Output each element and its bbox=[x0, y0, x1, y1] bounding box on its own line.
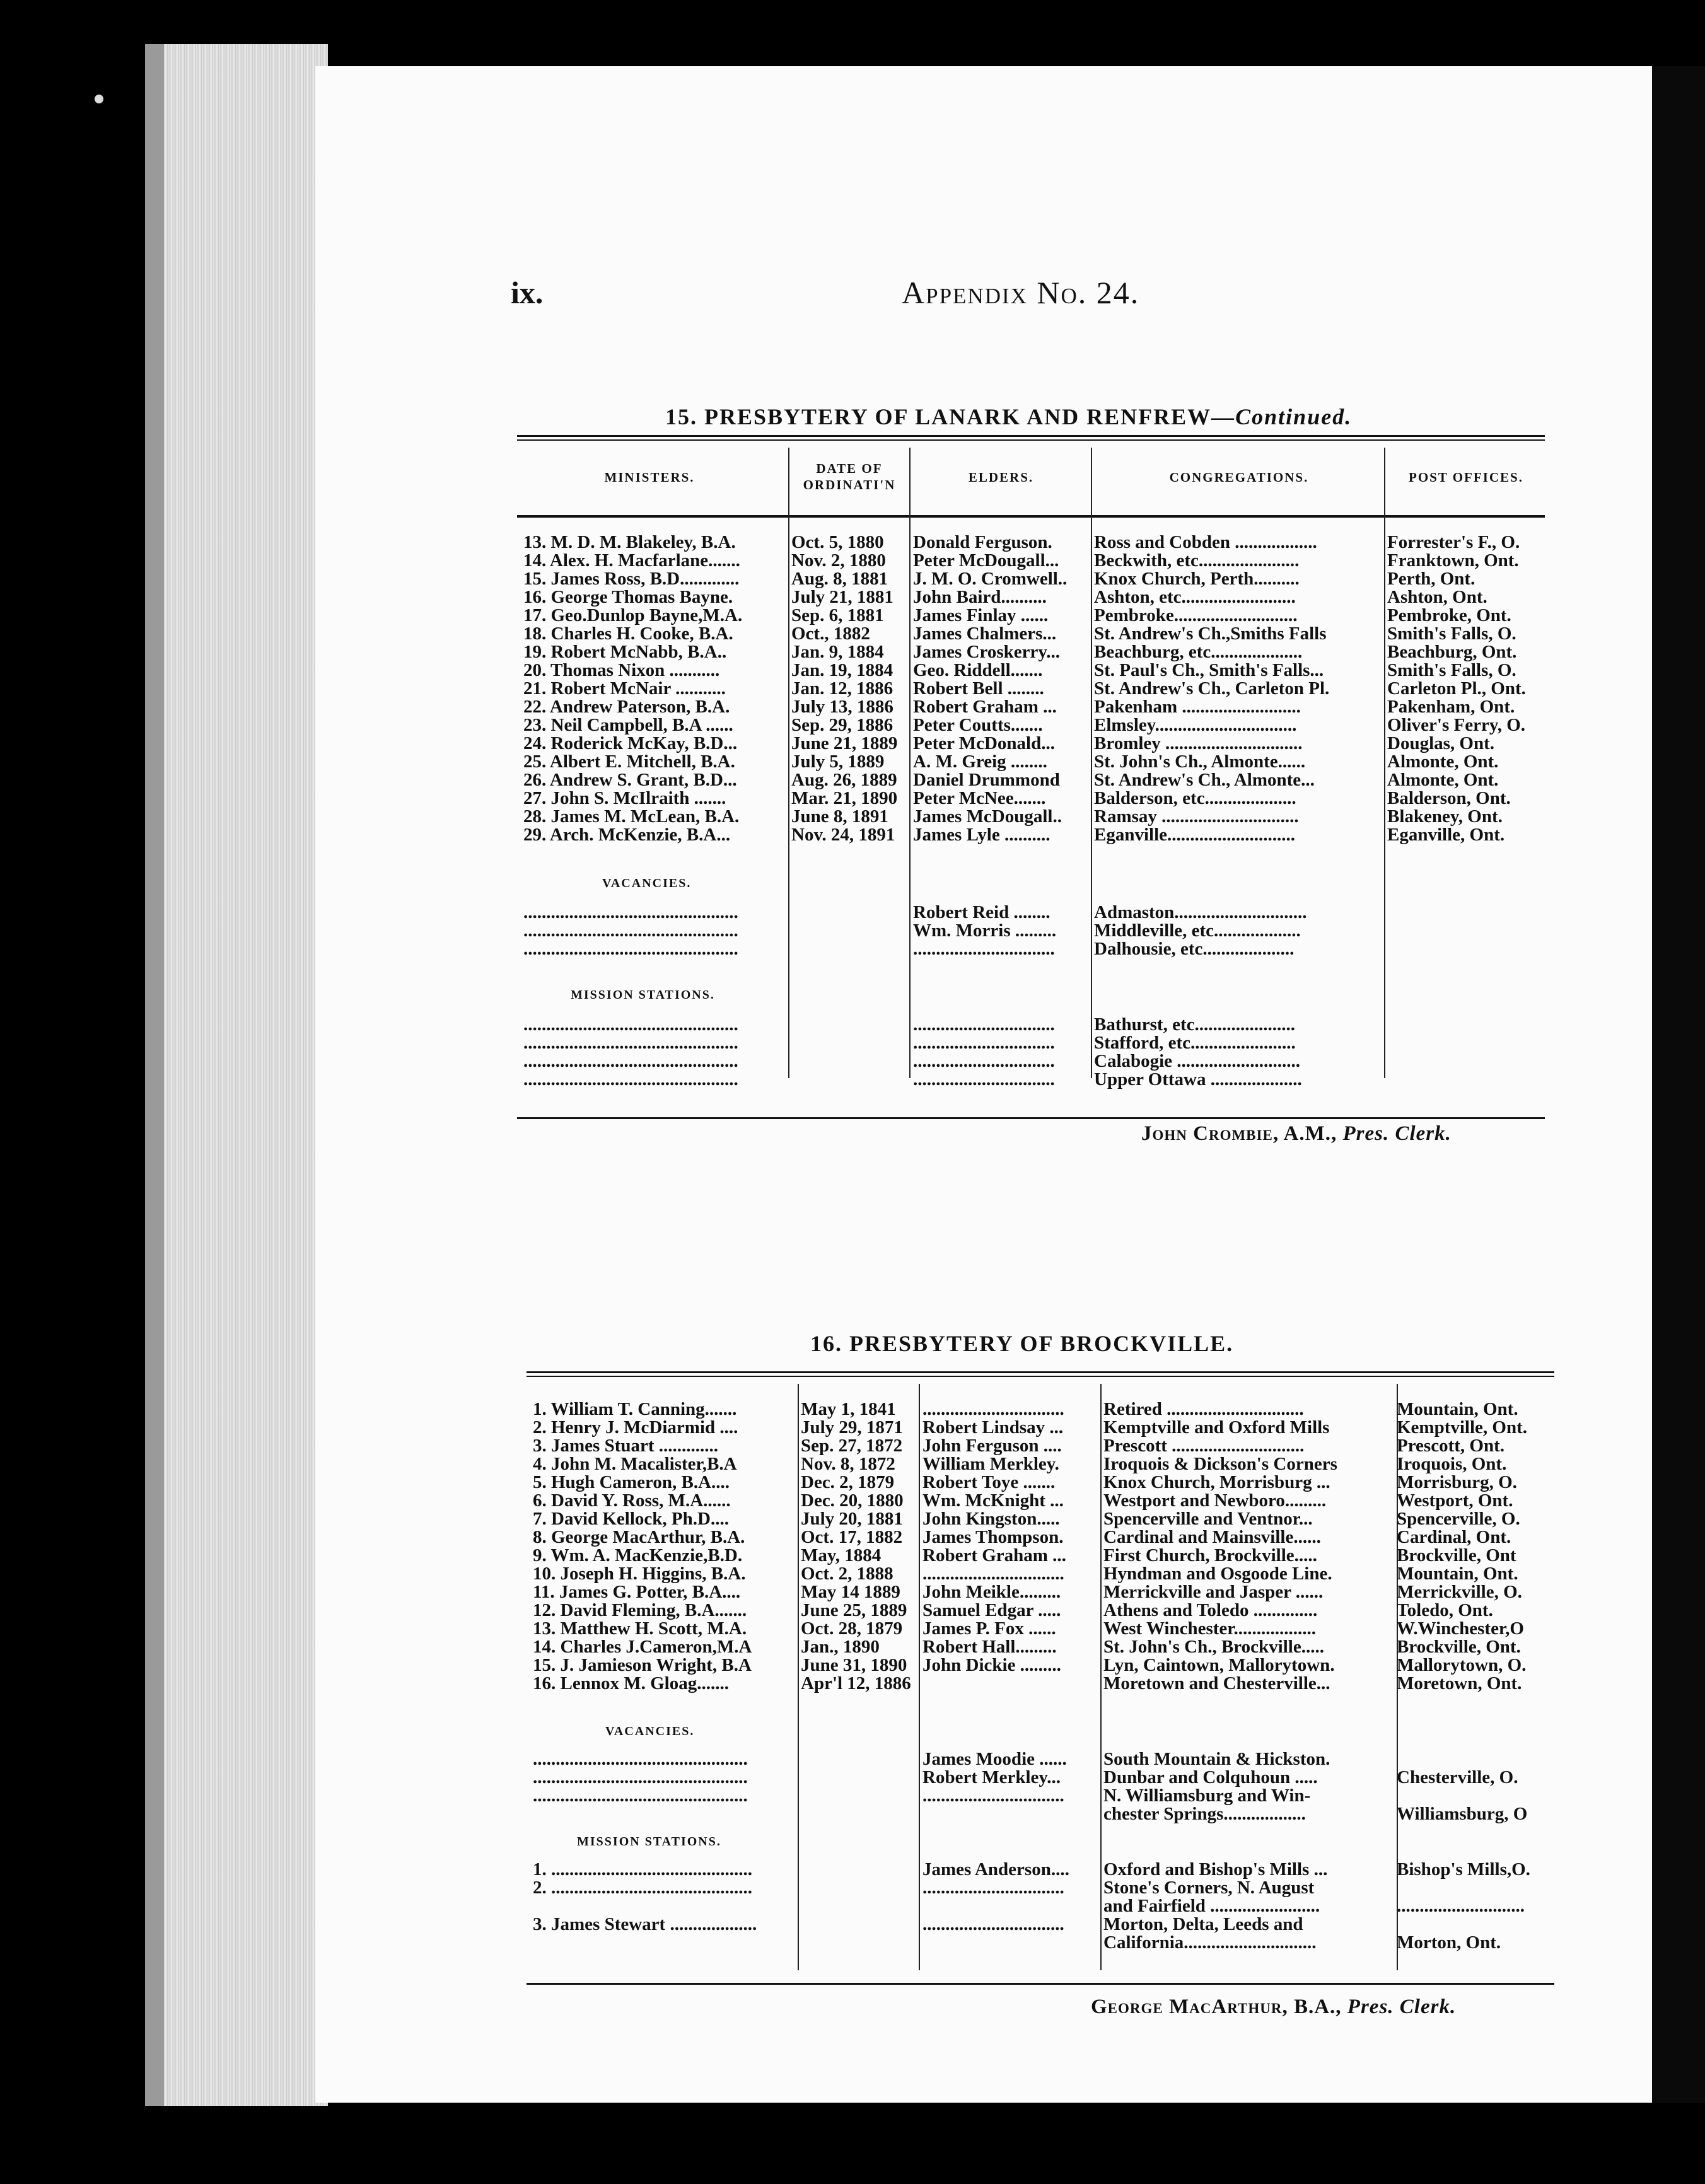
table-row bbox=[517, 734, 1545, 753]
post-office-cell: Pakenham, Ont. bbox=[1387, 697, 1515, 716]
ordination-date-cell: Sep. 27, 1872 bbox=[801, 1436, 903, 1455]
table-row bbox=[527, 1509, 1554, 1528]
table-row bbox=[517, 533, 1545, 552]
ordination-date-cell: July 13, 1886 bbox=[791, 697, 893, 716]
congregation-cell: Oxford and Bishop's Mills ... bbox=[1103, 1860, 1328, 1879]
congregation-cell: chester Springs.................. bbox=[1103, 1804, 1306, 1823]
congregation-cell: St. Andrew's Ch., Almonte... bbox=[1094, 770, 1315, 789]
congregation-cell: Middleville, etc................... bbox=[1094, 921, 1301, 940]
post-office-cell: Almonte, Ont. bbox=[1387, 752, 1499, 771]
minister-cell: 14. Alex. H. Macfarlane....... bbox=[523, 551, 740, 570]
ordination-date-cell: Oct., 1882 bbox=[791, 624, 870, 643]
elder-cell: Robert Graham ... bbox=[913, 697, 1057, 716]
congregation-cell: South Mountain & Hickston. bbox=[1103, 1750, 1330, 1769]
minister-cell: 15. J. Jamieson Wright, B.A bbox=[533, 1656, 752, 1675]
section-2-table bbox=[527, 1371, 1554, 1999]
minister-cell: 21. Robert McNair ........... bbox=[523, 679, 726, 698]
table-row bbox=[527, 1583, 1554, 1601]
right-margin-strip bbox=[1652, 66, 1705, 2103]
congregation-cell: Dalhousie, etc.................... bbox=[1094, 939, 1295, 958]
minister-cell: 7. David Kellock, Ph.D.... bbox=[533, 1509, 729, 1528]
elder-cell: Samuel Edgar ..... bbox=[922, 1601, 1061, 1620]
post-office-cell: Pembroke, Ont. bbox=[1387, 606, 1511, 625]
post-office-cell: Mallorytown, O. bbox=[1397, 1656, 1527, 1675]
congregation-cell: Dunbar and Colquhoun ..... bbox=[1103, 1768, 1318, 1787]
elder-cell: ............................... bbox=[913, 1070, 1055, 1089]
book-spine-shadow bbox=[145, 44, 164, 2106]
table-row bbox=[527, 1400, 1554, 1419]
table-row bbox=[527, 1637, 1554, 1656]
vacancy-row bbox=[517, 939, 1545, 958]
post-office-cell: Moretown, Ont. bbox=[1397, 1674, 1522, 1693]
congregation-cell: Iroquois & Dickson's Corners bbox=[1103, 1455, 1337, 1473]
congregation-cell: Eganville............................ bbox=[1094, 825, 1296, 844]
column-header-date: DATE OF ORDINATI'N bbox=[803, 461, 896, 492]
elder-cell: Daniel Drummond bbox=[913, 770, 1060, 789]
minister-cell: 14. Charles J.Cameron,M.A bbox=[533, 1637, 752, 1656]
column-header-congregations: CONGREGATIONS. bbox=[1169, 470, 1309, 485]
minister-cell: 17. Geo.Dunlop Bayne,M.A. bbox=[523, 606, 743, 625]
ordination-date-cell: Aug. 8, 1881 bbox=[791, 569, 888, 588]
congregation-cell: Balderson, etc.................... bbox=[1094, 789, 1296, 808]
congregation-cell: St. Paul's Ch., Smith's Falls... bbox=[1094, 661, 1324, 680]
table-top-rule bbox=[517, 435, 1545, 437]
elder-cell: Wm. Morris ......... bbox=[913, 921, 1057, 940]
section-1-clerk-signature bbox=[1141, 1122, 1452, 1146]
table-row bbox=[527, 1674, 1554, 1693]
elder-cell: James Moodie ...... bbox=[922, 1750, 1067, 1769]
table-top-rule-2 bbox=[527, 1376, 1554, 1377]
congregation-cell: Stone's Corners, N. August bbox=[1103, 1878, 1315, 1897]
post-office-cell: Beachburg, Ont. bbox=[1387, 642, 1517, 661]
congregation-cell: Kemptville and Oxford Mills bbox=[1103, 1418, 1330, 1437]
page-number: ix. bbox=[511, 275, 544, 310]
minister-cell: 26. Andrew S. Grant, B.D... bbox=[523, 770, 737, 789]
elder-cell: Robert Lindsay ... bbox=[922, 1418, 1064, 1437]
table-row bbox=[517, 606, 1545, 625]
minister-cell: 28. James M. McLean, B.A. bbox=[523, 807, 740, 826]
post-office-cell: Merrickville, O. bbox=[1397, 1583, 1522, 1601]
elder-cell: ............................... bbox=[922, 1915, 1064, 1934]
section-2-clerk-title: Pres. Clerk. bbox=[1347, 1995, 1457, 2018]
table-row bbox=[517, 807, 1545, 826]
post-office-cell: Almonte, Ont. bbox=[1387, 770, 1499, 789]
section-1-table bbox=[517, 435, 1545, 1125]
minister-cell: 5. Hugh Cameron, B.A.... bbox=[533, 1473, 730, 1492]
minister-cell: 10. Joseph H. Higgins, B.A. bbox=[533, 1564, 746, 1583]
elder-cell: ............................... bbox=[913, 1052, 1055, 1071]
elder-cell: Robert Toye ....... bbox=[922, 1473, 1056, 1492]
elder-cell: Peter McDougall... bbox=[913, 551, 1059, 570]
minister-cell: 6. David Y. Ross, M.A...... bbox=[533, 1491, 731, 1510]
vacancy-row bbox=[527, 1804, 1554, 1823]
congregation-cell: Prescott ............................. bbox=[1103, 1436, 1305, 1455]
post-office-cell: Kemptville, Ont. bbox=[1397, 1418, 1528, 1437]
ordination-date-cell: Mar. 21, 1890 bbox=[791, 789, 898, 808]
table-row bbox=[517, 716, 1545, 735]
post-office-cell: Smith's Falls, O. bbox=[1387, 624, 1516, 643]
congregation-cell: St. John's Ch., Almonte...... bbox=[1094, 752, 1306, 771]
table-row bbox=[527, 1436, 1554, 1455]
post-office-cell: Eganville, Ont. bbox=[1387, 825, 1505, 844]
elder-cell: J. M. O. Cromwell.. bbox=[913, 569, 1068, 588]
elder-cell: William Merkley. bbox=[922, 1455, 1059, 1473]
congregation-cell: California............................. bbox=[1103, 1933, 1317, 1952]
ordination-date-cell: Oct. 17, 1882 bbox=[801, 1528, 903, 1547]
elder-cell: Peter McDonald... bbox=[913, 734, 1055, 753]
congregation-cell: Knox Church, Perth.......... bbox=[1094, 569, 1300, 588]
post-office-cell: Perth, Ont. bbox=[1387, 569, 1475, 588]
post-office-cell: Bishop's Mills,O. bbox=[1397, 1860, 1530, 1879]
section-1-title-text: 15. PRESBYTERY OF LANARK AND RENFREW bbox=[665, 404, 1212, 429]
vacancy-row bbox=[517, 903, 1545, 922]
congregation-cell: N. Williamsburg and Win- bbox=[1103, 1786, 1311, 1805]
appendix-title: Appendix No. 24. bbox=[902, 275, 1140, 310]
ordination-date-cell: Aug. 26, 1889 bbox=[791, 770, 897, 789]
ordination-date-cell: Dec. 20, 1880 bbox=[801, 1491, 904, 1510]
minister-cell: 24. Roderick McKay, B.D... bbox=[523, 734, 738, 753]
ordination-date-cell: Oct. 28, 1879 bbox=[801, 1619, 903, 1638]
table-row bbox=[517, 588, 1545, 607]
minister-cell: ............................................... bbox=[523, 903, 738, 922]
minister-cell: 9. Wm. A. MacKenzie,B.D. bbox=[533, 1546, 743, 1565]
elder-cell: James Lyle .......... bbox=[913, 825, 1050, 844]
ordination-date-cell: May 1, 1841 bbox=[801, 1400, 896, 1419]
minister-cell: 11. James G. Potter, B.A.... bbox=[533, 1583, 741, 1601]
ordination-date-cell: July 21, 1881 bbox=[791, 588, 893, 607]
elder-cell: Peter McNee....... bbox=[913, 789, 1046, 808]
minister-cell: 13. M. D. M. Blakeley, B.A. bbox=[523, 533, 736, 552]
congregation-cell: Admaston............................. bbox=[1094, 903, 1307, 922]
minister-cell: 25. Albert E. Mitchell, B.A. bbox=[523, 752, 735, 771]
ordination-date-cell: July 29, 1871 bbox=[801, 1418, 903, 1437]
header-bottom-rule bbox=[517, 515, 1545, 518]
minister-cell: 15. James Ross, B.D............. bbox=[523, 569, 740, 588]
congregation-cell: Cardinal and Mainsville...... bbox=[1103, 1528, 1321, 1547]
minister-cell: 12. David Fleming, B.A....... bbox=[533, 1601, 747, 1620]
mission-station-row bbox=[517, 1033, 1545, 1052]
post-office-cell: Morrisburg, O. bbox=[1397, 1473, 1517, 1492]
elder-cell: A. M. Greig ........ bbox=[913, 752, 1047, 771]
table-bottom-rule bbox=[527, 1983, 1554, 1985]
minister-cell: 3. James Stuart ............. bbox=[533, 1436, 719, 1455]
section-2-title: 16. PRESBYTERY OF BROCKVILLE. bbox=[810, 1331, 1234, 1356]
ordination-date-cell: July 5, 1889 bbox=[791, 752, 885, 771]
mission-station-row bbox=[527, 1860, 1554, 1879]
ordination-date-cell: June 21, 1889 bbox=[791, 734, 898, 753]
ordination-date-cell: Jan. 12, 1886 bbox=[791, 679, 893, 698]
section-2-clerk-signature bbox=[1091, 1995, 1456, 2019]
congregation-cell: Bromley .............................. bbox=[1094, 734, 1303, 753]
table-row bbox=[517, 642, 1545, 661]
minister-cell: 2. ............................................ bbox=[533, 1878, 752, 1897]
minister-cell: 23. Neil Campbell, B.A ...... bbox=[523, 716, 733, 735]
section-2-missions-label: MISSION STATIONS. bbox=[577, 1835, 721, 1849]
table-row bbox=[527, 1564, 1554, 1583]
elder-cell: James Croskerry... bbox=[913, 642, 1061, 661]
minister-cell: 1. William T. Canning....... bbox=[533, 1400, 737, 1419]
elder-cell: James Thompson. bbox=[922, 1528, 1064, 1547]
minister-cell: 27. John S. McIlraith ....... bbox=[523, 789, 726, 808]
mission-station-row bbox=[517, 1015, 1545, 1034]
elder-cell: ............................... bbox=[913, 1015, 1055, 1034]
ordination-date-cell: Nov. 8, 1872 bbox=[801, 1455, 895, 1473]
congregation-cell: Calabogie ........................... bbox=[1094, 1052, 1301, 1071]
ordination-date-cell: June 8, 1891 bbox=[791, 807, 888, 826]
post-office-cell: Toledo, Ont. bbox=[1397, 1601, 1493, 1620]
congregation-cell: Beckwith, etc...................... bbox=[1094, 551, 1300, 570]
elder-cell: John Ferguson .... bbox=[922, 1436, 1062, 1455]
post-office-cell: Morton, Ont. bbox=[1397, 1933, 1501, 1952]
congregation-cell: Hyndman and Osgoode Line. bbox=[1103, 1564, 1332, 1583]
elder-cell: James Chalmers... bbox=[913, 624, 1057, 643]
congregation-cell: Elmsley............................... bbox=[1094, 716, 1297, 735]
congregation-cell: Moretown and Chesterville... bbox=[1103, 1674, 1330, 1693]
section-1-missions-label: MISSION STATIONS. bbox=[571, 988, 715, 1002]
document-page bbox=[315, 66, 1652, 2103]
section-1-clerk-title: Pres. Clerk. bbox=[1342, 1122, 1452, 1145]
table-row bbox=[527, 1546, 1554, 1565]
table-row bbox=[517, 697, 1545, 716]
table-row bbox=[527, 1656, 1554, 1675]
ordination-date-cell: Sep. 6, 1881 bbox=[791, 606, 884, 625]
post-office-cell: Cardinal, Ont. bbox=[1397, 1528, 1511, 1547]
elder-cell: Robert Graham ... bbox=[922, 1546, 1066, 1565]
minister-cell: 4. John M. Macalister,B.A bbox=[533, 1455, 737, 1473]
post-office-cell: Brockville, Ont. bbox=[1397, 1637, 1521, 1656]
table-row bbox=[527, 1455, 1554, 1473]
post-office-cell: Forrester's F., O. bbox=[1387, 533, 1520, 552]
post-office-cell: ............................ bbox=[1397, 1896, 1525, 1915]
table-row bbox=[527, 1418, 1554, 1437]
post-office-cell: Mountain, Ont. bbox=[1397, 1400, 1518, 1419]
elder-cell: Wm. McKnight ... bbox=[922, 1491, 1064, 1510]
post-office-cell: Douglas, Ont. bbox=[1387, 734, 1495, 753]
elder-cell: ............................... bbox=[922, 1786, 1064, 1805]
congregation-cell: Lyn, Caintown, Mallorytown. bbox=[1103, 1656, 1335, 1675]
ordination-date-cell: Dec. 2, 1879 bbox=[801, 1473, 895, 1492]
table-top-rule-2 bbox=[517, 439, 1545, 441]
elder-cell: John Kingston..... bbox=[922, 1509, 1060, 1528]
elder-cell: James McDougall.. bbox=[913, 807, 1062, 826]
elder-cell: Geo. Riddell....... bbox=[913, 661, 1043, 680]
elder-cell: Robert Bell ........ bbox=[913, 679, 1044, 698]
post-office-cell: Balderson, Ont. bbox=[1387, 789, 1511, 808]
post-office-cell: Spencerville, O. bbox=[1397, 1509, 1520, 1528]
post-office-cell: Smith's Falls, O. bbox=[1387, 661, 1516, 680]
congregation-cell: and Fairfield ........................ bbox=[1103, 1896, 1320, 1915]
mission-station-row bbox=[527, 1878, 1554, 1897]
table-row bbox=[517, 770, 1545, 789]
minister-cell: ............................................... bbox=[523, 939, 738, 958]
congregation-cell: Knox Church, Morrisburg ... bbox=[1103, 1473, 1330, 1492]
ordination-date-cell: May 14 1889 bbox=[801, 1583, 900, 1601]
minister-cell: 2. Henry J. McDiarmid .... bbox=[533, 1418, 738, 1437]
elder-cell: Donald Ferguson. bbox=[913, 533, 1052, 552]
ordination-date-cell: Nov. 24, 1891 bbox=[791, 825, 895, 844]
elder-cell: James Finlay ...... bbox=[913, 606, 1049, 625]
table-row bbox=[517, 551, 1545, 570]
section-1-vacancies-label: VACANCIES. bbox=[602, 876, 692, 890]
congregation-cell: Ashton, etc......................... bbox=[1094, 588, 1296, 607]
minister-cell: 8. George MacArthur, B.A. bbox=[533, 1528, 745, 1547]
minister-cell: 13. Matthew H. Scott, M.A. bbox=[533, 1619, 747, 1638]
congregation-cell: Westport and Newboro......... bbox=[1103, 1491, 1327, 1510]
minister-cell: ............................................... bbox=[523, 1052, 738, 1071]
congregation-cell: Pembroke........................... bbox=[1094, 606, 1298, 625]
table-row bbox=[527, 1473, 1554, 1492]
section-1-clerk-name: John Crombie, A.M., bbox=[1141, 1122, 1337, 1145]
elder-cell: John Baird.......... bbox=[913, 588, 1047, 607]
elder-cell: Peter Coutts....... bbox=[913, 716, 1043, 735]
minister-cell: 16. George Thomas Bayne. bbox=[523, 588, 733, 607]
mission-station-row bbox=[517, 1070, 1545, 1089]
ordination-date-cell: Oct. 2, 1888 bbox=[801, 1564, 893, 1583]
table-bottom-rule bbox=[517, 1117, 1545, 1119]
minister-cell: ............................................... bbox=[523, 1033, 738, 1052]
elder-cell: John Meikle......... bbox=[922, 1583, 1061, 1601]
minister-cell: 1. ............................................ bbox=[533, 1860, 752, 1879]
congregation-cell: Merrickville and Jasper ...... bbox=[1103, 1583, 1324, 1601]
section-2-vacancies-label: VACANCIES. bbox=[605, 1724, 695, 1738]
post-office-cell: Brockville, Ont bbox=[1397, 1546, 1516, 1565]
mission-station-row bbox=[527, 1896, 1554, 1915]
elder-cell: Robert Merkley... bbox=[922, 1768, 1061, 1787]
section-1-title-suffix: —Continued. bbox=[1211, 404, 1353, 429]
ordination-date-cell: June 31, 1890 bbox=[801, 1656, 907, 1675]
post-office-cell: Williamsburg, O bbox=[1397, 1804, 1528, 1823]
congregation-cell: St. Andrew's Ch.,Smiths Falls bbox=[1094, 624, 1327, 643]
minister-cell: 19. Robert McNabb, B.A.. bbox=[523, 642, 727, 661]
elder-cell: Robert Hall......... bbox=[922, 1637, 1057, 1656]
vacancy-row bbox=[527, 1750, 1554, 1769]
corner-debris bbox=[95, 95, 103, 103]
table-row bbox=[517, 752, 1545, 771]
ordination-date-cell: Sep. 29, 1886 bbox=[791, 716, 893, 735]
elder-cell: ............................... bbox=[922, 1564, 1064, 1583]
mission-station-row bbox=[527, 1915, 1554, 1934]
congregation-cell: Ross and Cobden .................. bbox=[1094, 533, 1317, 552]
post-office-cell: Franktown, Ont. bbox=[1387, 551, 1519, 570]
ordination-date-cell: Jan., 1890 bbox=[801, 1637, 880, 1656]
minister-cell: 20. Thomas Nixon ........... bbox=[523, 661, 720, 680]
elder-cell: Robert Reid ........ bbox=[913, 903, 1050, 922]
table-row bbox=[517, 679, 1545, 698]
minister-cell: 16. Lennox M. Gloag....... bbox=[533, 1674, 729, 1693]
minister-cell: 22. Andrew Paterson, B.A. bbox=[523, 697, 730, 716]
post-office-cell: Westport, Ont. bbox=[1397, 1491, 1513, 1510]
vacancy-row bbox=[517, 921, 1545, 940]
post-office-cell: Ashton, Ont. bbox=[1387, 588, 1487, 607]
minister-cell: ............................................... bbox=[533, 1750, 748, 1769]
congregation-cell: Bathurst, etc...................... bbox=[1094, 1015, 1295, 1034]
elder-cell: ............................... bbox=[913, 939, 1055, 958]
column-header-post-offices: POST OFFICES. bbox=[1409, 470, 1523, 485]
post-office-cell: Carleton Pl., Ont. bbox=[1387, 679, 1526, 698]
elder-cell: ............................... bbox=[922, 1878, 1064, 1897]
table-row bbox=[517, 661, 1545, 680]
minister-cell: ............................................... bbox=[533, 1786, 748, 1805]
table-row bbox=[517, 624, 1545, 643]
vacancy-row bbox=[527, 1768, 1554, 1787]
column-header-ministers: MINISTERS. bbox=[604, 470, 695, 485]
ordination-date-cell: Apr'l 12, 1886 bbox=[801, 1674, 911, 1693]
congregation-cell: St. John's Ch., Brockville..... bbox=[1103, 1637, 1324, 1656]
vacancy-row bbox=[527, 1786, 1554, 1805]
congregation-cell: Morton, Delta, Leeds and bbox=[1103, 1915, 1303, 1934]
post-office-cell: Iroquois, Ont. bbox=[1397, 1455, 1507, 1473]
ordination-date-cell: Jan. 19, 1884 bbox=[791, 661, 893, 680]
elder-cell: ............................... bbox=[913, 1033, 1055, 1052]
column-header-elders: ELDERS. bbox=[968, 470, 1034, 485]
ordination-date-cell: Nov. 2, 1880 bbox=[791, 551, 886, 570]
post-office-cell: Oliver's Ferry, O. bbox=[1387, 716, 1526, 735]
table-row bbox=[527, 1601, 1554, 1620]
congregation-cell: Retired .............................. bbox=[1103, 1400, 1304, 1419]
elder-cell: ............................... bbox=[922, 1400, 1064, 1419]
post-office-cell: Chesterville, O. bbox=[1397, 1768, 1518, 1787]
elder-cell: John Dickie ......... bbox=[922, 1656, 1061, 1675]
elder-cell: James Anderson.... bbox=[922, 1860, 1069, 1879]
ordination-date-cell: Jan. 9, 1884 bbox=[791, 642, 884, 661]
congregation-cell: Spencerville and Ventnor... bbox=[1103, 1509, 1313, 1528]
minister-cell: 18. Charles H. Cooke, B.A. bbox=[523, 624, 733, 643]
table-row bbox=[527, 1528, 1554, 1547]
table-row bbox=[517, 825, 1545, 844]
ordination-date-cell: July 20, 1881 bbox=[801, 1509, 903, 1528]
book-page-edges bbox=[145, 44, 328, 2106]
minister-cell: 29. Arch. McKenzie, B.A... bbox=[523, 825, 731, 844]
minister-cell: ............................................... bbox=[523, 1015, 738, 1034]
table-top-rule bbox=[527, 1371, 1554, 1373]
ordination-date-cell: May, 1884 bbox=[801, 1546, 882, 1565]
section-1-title bbox=[665, 404, 1352, 430]
table-row bbox=[527, 1619, 1554, 1638]
section-2-clerk-name: George MacArthur, B.A., bbox=[1091, 1995, 1342, 2018]
table-row bbox=[527, 1491, 1554, 1510]
mission-station-row bbox=[527, 1933, 1554, 1952]
minister-cell: ............................................... bbox=[523, 921, 738, 940]
elder-cell: James P. Fox ...... bbox=[922, 1619, 1056, 1638]
minister-cell: ............................................... bbox=[533, 1768, 748, 1787]
ordination-date-cell: Oct. 5, 1880 bbox=[791, 533, 884, 552]
minister-cell: ............................................... bbox=[523, 1070, 738, 1089]
table-row bbox=[517, 789, 1545, 808]
post-office-cell: Prescott, Ont. bbox=[1397, 1436, 1504, 1455]
congregation-cell: Beachburg, etc.................... bbox=[1094, 642, 1303, 661]
post-office-cell: Mountain, Ont. bbox=[1397, 1564, 1518, 1583]
post-office-cell: Blakeney, Ont. bbox=[1387, 807, 1503, 826]
congregation-cell: Athens and Toledo .............. bbox=[1103, 1601, 1318, 1620]
table-row bbox=[517, 569, 1545, 588]
ordination-date-cell: June 25, 1889 bbox=[801, 1601, 907, 1620]
congregation-cell: First Church, Brockville..... bbox=[1103, 1546, 1317, 1565]
mission-station-row bbox=[517, 1052, 1545, 1071]
congregation-cell: Stafford, etc....................... bbox=[1094, 1033, 1296, 1052]
minister-cell: 3. James Stewart ................... bbox=[533, 1915, 757, 1934]
congregation-cell: Pakenham .......................... bbox=[1094, 697, 1301, 716]
congregation-cell: St. Andrew's Ch., Carleton Pl. bbox=[1094, 679, 1330, 698]
post-office-cell: W.Winchester,O bbox=[1397, 1619, 1524, 1638]
congregation-cell: West Winchester.................. bbox=[1103, 1619, 1316, 1638]
congregation-cell: Ramsay .............................. bbox=[1094, 807, 1299, 826]
congregation-cell: Upper Ottawa .................... bbox=[1094, 1070, 1302, 1089]
